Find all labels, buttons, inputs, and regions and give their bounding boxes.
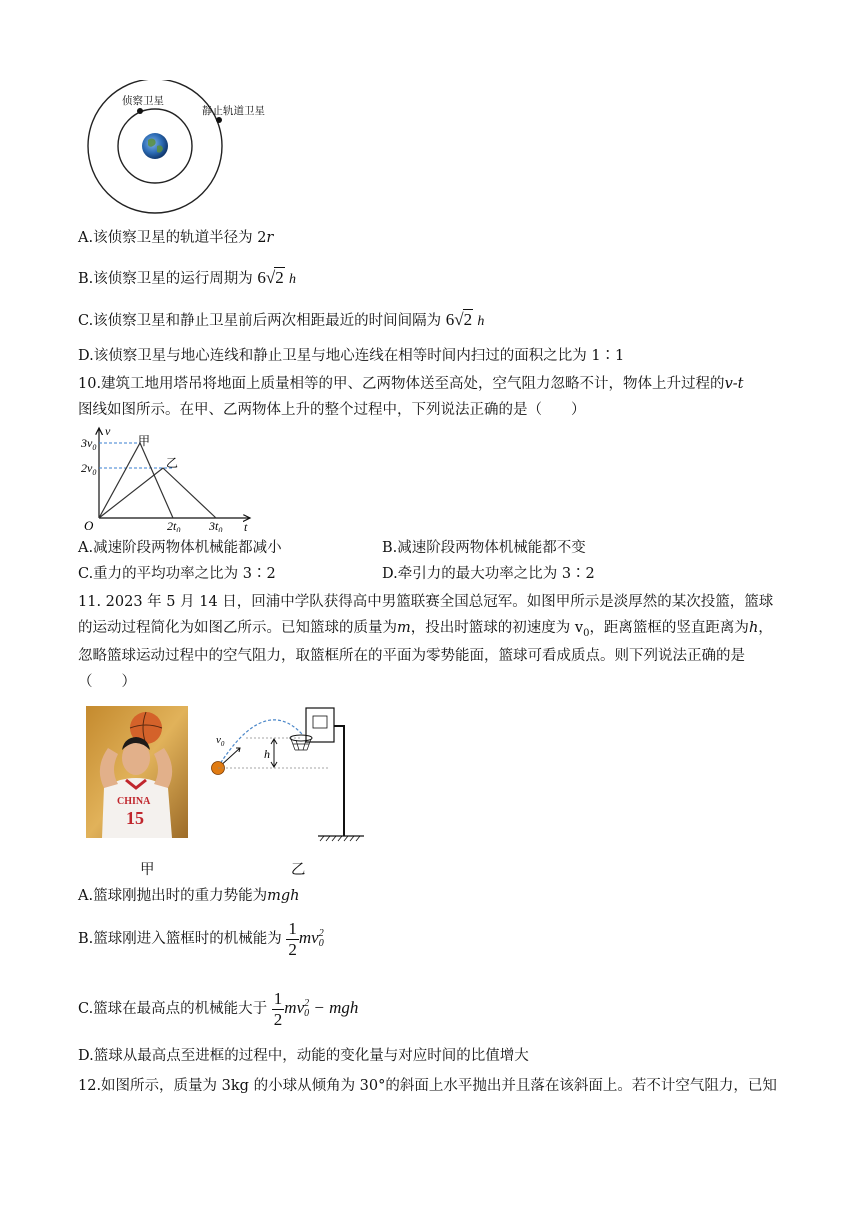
tick-3v0: $3v_0$ — [81, 436, 97, 452]
jersey-number: 15 — [126, 808, 144, 828]
q9-option-b: B.该侦察卫星的运行周期为 6√2 h — [78, 268, 296, 287]
q9-option-c: C.该侦察卫星和静止卫星前后两次相距最近的时间间隔为 6√2 h — [78, 310, 485, 329]
caption-jia: 甲 — [140, 862, 155, 878]
q10-option-b: B.减速阶段两物体机械能都不变 — [382, 540, 586, 556]
q11-stem-line4: （ ） — [78, 674, 136, 690]
t-axis-label: t — [244, 520, 248, 532]
origin-label: O — [84, 518, 94, 532]
backboard — [306, 708, 334, 742]
label-jia: 甲 — [138, 434, 151, 448]
orbit-figure — [82, 80, 272, 230]
q11-stem-line3: 忽略篮球运动过程中的空气阻力，取篮框所在的平面为零势能面，篮球可看成质点。则下列说法正确的是 — [78, 648, 745, 664]
q10-stem-line1: 10.建筑工地用塔吊将地面上质量相等的甲、乙两物体送至高处，空气阻力忽略不计，物体上升过程的v-t — [78, 376, 744, 392]
caption-yi: 乙 — [291, 862, 306, 878]
recon-satellite-label: 侦察卫星 — [122, 96, 164, 107]
label-yi: 乙 — [166, 456, 179, 470]
q10-option-c: C.重力的平均功率之比为 3∶2 — [78, 566, 276, 582]
q11-stem-line2: 的运动过程简化为如图乙所示。已知篮球的质量为m，投出时篮球的初速度为 $v_0$，距离篮框的竖直距离为h， — [78, 620, 773, 639]
q12-stem-line1: 12.如图所示，质量为 3kg 的小球从倾角为 30°的斜面上水平抛出并且落在该斜面上。若不计空气阻力，已知 — [78, 1078, 777, 1094]
label-v0: $v_0$ — [216, 734, 225, 748]
q11-option-c: C.篮球在最高点的机械能大于 $\frac{1}{2}$ mv 2 0 − mgh — [78, 988, 359, 1029]
jersey-text: CHINA — [117, 796, 151, 807]
q9-option-d: D.该侦察卫星与地心连线和静止卫星与地心连线在相等时间内扫过的面积之比为 1∶1 — [78, 348, 625, 364]
earth-icon — [142, 133, 168, 159]
geo-satellite-label: 静止轨道卫星 — [202, 106, 265, 117]
hoop-pole — [334, 726, 344, 836]
q11-option-a: A.篮球刚抛出时的重力势能为mgh — [78, 888, 300, 904]
line-jia — [99, 443, 173, 518]
q11-option-b: B.篮球刚进入篮框时的机械能为 $\frac{1}{2}$ mv 2 0 — [78, 918, 324, 959]
q10-stem-line2: 图线如图所示。在甲、乙两物体上升的整个过程中，下列说法正确的是（ ） — [78, 402, 586, 418]
basketball-trajectory-diagram — [206, 704, 366, 844]
v-axis-label: v — [105, 424, 111, 438]
q10-option-a: A.减速阶段两物体机械能都减小 — [78, 540, 282, 556]
tick-2t0: $2t_0$ — [167, 519, 181, 532]
q10-option-d: D.牵引力的最大功率之比为 3∶2 — [382, 566, 595, 582]
basketball-player-photo — [86, 706, 188, 838]
q11-stem-line1: 11. 2023 年 5 月 14 日，回浦中学队获得高中男篮联赛全国总冠军。如图甲所示是淡厚然的某次投篮，篮球 — [78, 594, 774, 610]
q11-option-d: D.篮球从最高点至进框的过程中，动能的变化量与对应时间的比值增大 — [78, 1048, 529, 1064]
q9-option-a: A.该侦察卫星的轨道半径为 2r — [78, 230, 274, 246]
hoop — [290, 735, 312, 741]
geo-satellite-dot — [216, 117, 222, 123]
vt-graph — [78, 424, 258, 532]
recon-satellite-dot — [137, 108, 143, 114]
label-h: h — [264, 747, 270, 761]
tick-2v0: $2v_0$ — [81, 461, 97, 477]
line-yi — [99, 468, 216, 518]
tick-3t0: $3t_0$ — [209, 519, 223, 532]
trajectory-curve — [218, 720, 302, 767]
